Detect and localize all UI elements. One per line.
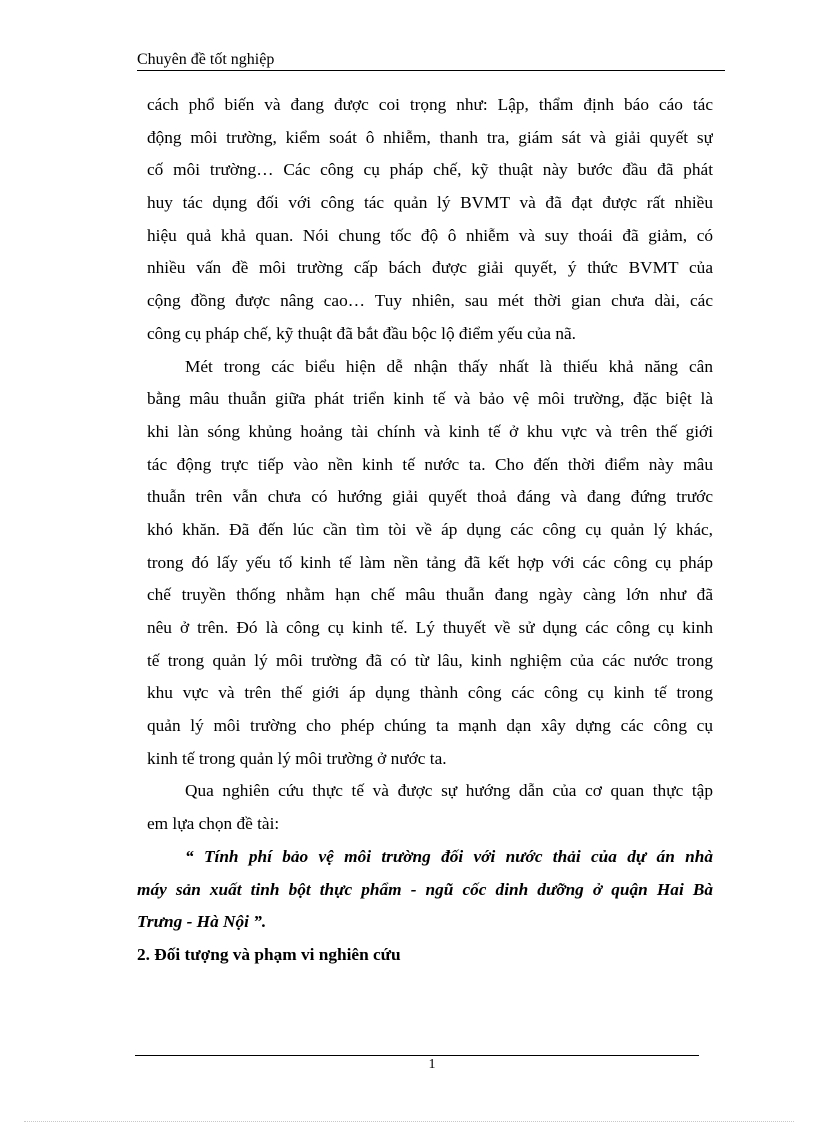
- text-line: thuẫn trên vẫn chưa có hướng giải quyết thoả đáng và đang đứng trước: [147, 487, 713, 507]
- text-line: cố môi trường… Các công cụ pháp chế, kỹ thuật này bước đầu đã phát: [147, 160, 713, 180]
- page-edge-divider: [24, 1121, 794, 1122]
- text-line: kinh tế trong quản lý môi trường ở nước ta.: [147, 748, 447, 768]
- text-line: Mét trong các biểu hiện dễ nhận thấy nhất là thiếu khả năng cân: [185, 356, 713, 376]
- text-line: cộng đồng được nâng cao… Tuy nhiên, sau mét thời gian chưa dài, các: [147, 291, 713, 311]
- text-line: khi làn sóng khủng hoảng tài chính và kinh tế ở khu vực và trên thế giới: [147, 421, 713, 441]
- text-line: Qua nghiên cứu thực tế và được sự hướng dẫn của cơ quan thực tập: [185, 781, 713, 801]
- header-rule: [137, 70, 725, 71]
- text-line: quản lý môi trường cho phép chúng ta mạnh dạn xây dựng các công cụ: [147, 716, 713, 736]
- topic-title-line: Trưng - Hà Nội ”.: [137, 912, 267, 932]
- text-line: công cụ pháp chế, kỹ thuật đã bắt đầu bộc lộ điểm yếu của nã.: [147, 323, 577, 343]
- text-line: động môi trường, kiểm soát ô nhiễm, thanh tra, giám sát và giải quyết sự: [147, 127, 713, 147]
- text-line: bằng mâu thuẫn giữa phát triển kinh tế và bảo vệ môi trường, đặc biệt là: [147, 389, 713, 409]
- text-line: chế truyền thống nhằm hạn chế mâu thuẫn đang ngày càng lớn như đã: [147, 585, 713, 605]
- running-header: Chuyên đề tốt nghiệp: [137, 51, 275, 68]
- text-line: khu vực và trên thế giới áp dụng thành công các công cụ kinh tế trong: [147, 683, 713, 703]
- text-line: huy tác dụng đối với công tác quản lý BVMT và đã đạt được rất nhiều: [147, 193, 713, 213]
- text-line: tác động trực tiếp vào nền kinh tế nước ta. Cho đến thời điểm này mâu: [147, 454, 713, 474]
- text-line: nhiều vấn đề môi trường cấp bách được giải quyết, ý thức BVMT của: [147, 258, 713, 278]
- text-line: hiệu quả khả quan. Nói chung tốc độ ô nhiễm và suy thoái đã giảm, có: [147, 225, 713, 245]
- topic-title-line: máy sản xuất tinh bột thực phẩm - ngũ cốc dinh dưỡng ở quận Hai Bà: [137, 879, 713, 899]
- text-line: khó khăn. Đã đến lúc cần tìm tòi về áp dụng các công cụ quản lý khác,: [147, 519, 713, 539]
- text-line: nêu ở trên. Đó là công cụ kinh tế. Lý thuyết về sử dụng các công cụ kinh: [147, 618, 713, 637]
- page-number: 1: [428, 1057, 436, 1072]
- topic-title-line: “ Tính phí bảo vệ môi trường đối với nước thải của dự án nhà: [185, 846, 713, 866]
- section-heading: 2. Đối tượng và phạm vi nghiên cứu: [137, 944, 401, 964]
- text-line: em lựa chọn đề tài:: [147, 814, 280, 834]
- text-line: cách phổ biến và đang được coi trọng như: Lập, thẩm định báo cáo tác: [147, 95, 713, 114]
- text-line: tế trong quản lý môi trường đã có từ lâu, kinh nghiệm của các nước trong: [147, 650, 713, 670]
- body-text: [137, 89, 713, 972]
- text-line: trong đó lấy yếu tố kinh tế làm nền tảng đã kết hợp với các công cụ pháp: [147, 552, 713, 572]
